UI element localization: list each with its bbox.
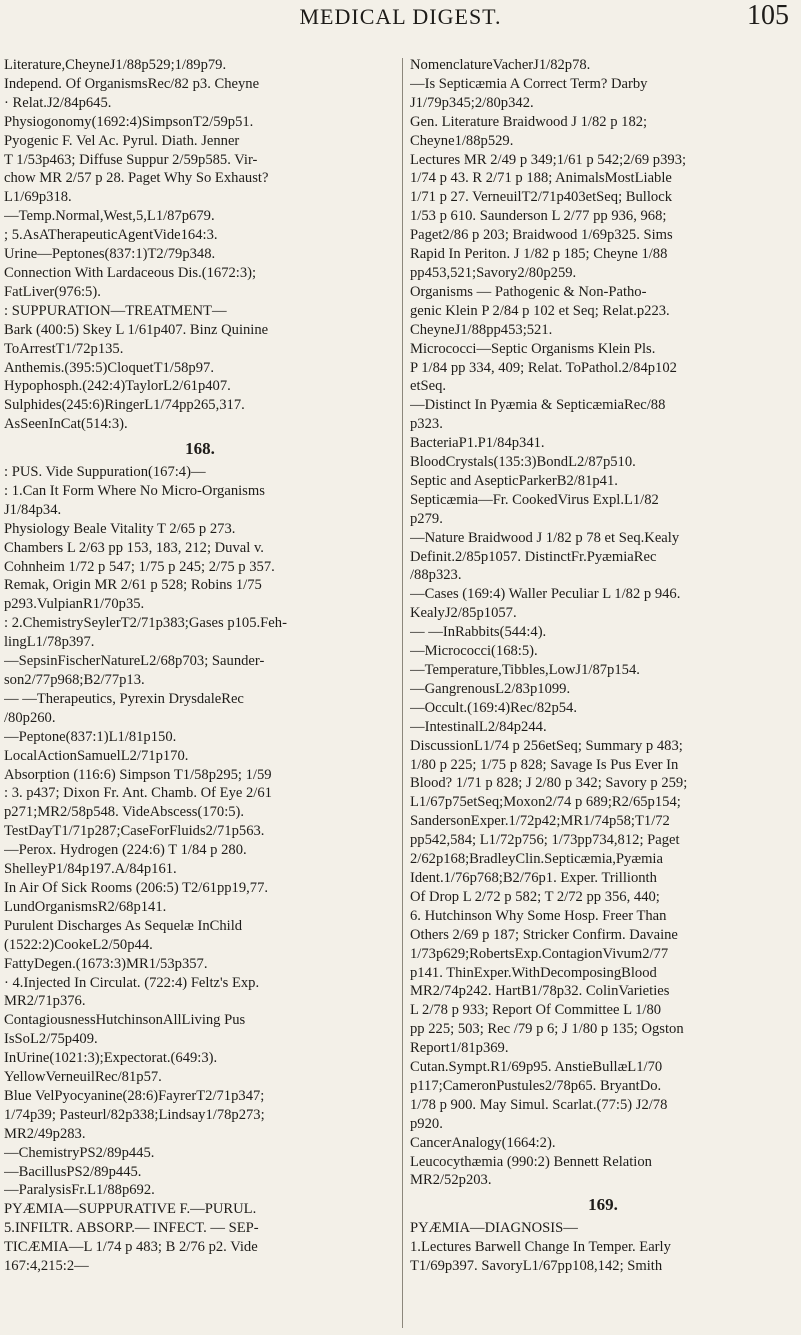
index-entry-line: 1.Lectures Barwell Change In Temper. Early [410, 1239, 671, 1256]
index-entry-line: Blue VelPyocyanine(28:6)FayrerT2/71p347; [4, 1087, 265, 1104]
index-entry-line: MR2/71p376. [4, 993, 86, 1010]
index-entry-line: Blood? 1/71 p 828; J 2/80 p 342; Savory p 259; [410, 775, 688, 792]
section-number: 169. [588, 1195, 618, 1215]
index-entry-line: CheyneJ1/88pp453;521. [410, 321, 553, 338]
index-entry-line: 167:4,215:2— [4, 1258, 89, 1275]
index-entry-line: p323. [410, 416, 443, 433]
index-entry-line: p271;MR2/58p548. VideAbscess(170:5). [4, 804, 245, 821]
index-entry-line: Definit.2/85p1057. DistinctFr.PyæmiaRec [410, 548, 657, 565]
index-entry-line: genic Klein P 2/84 p 102 et Seq; Relat.p223. [410, 302, 670, 319]
index-entry-line: (1522:2)CookeL2/50p44. [4, 936, 153, 953]
index-entry-line: lingL1/78p397. [4, 634, 95, 651]
index-entry-line: L 2/78 p 933; Report Of Committee L 1/80 [410, 1002, 662, 1019]
index-entry-line: YellowVerneuilRec/81p57. [4, 1069, 162, 1086]
index-entry-line: /88p323. [410, 567, 462, 584]
index-entry-line: TestDayT1/71p287;CaseForFluids2/71p563. [4, 823, 265, 840]
index-entry-line: LocalActionSamuelL2/71p170. [4, 747, 189, 764]
index-entry-line: Urine—Peptones(837:1)T2/79p348. [4, 246, 216, 263]
index-entry-line: Literature,CheyneJ1/88p529;1/89p79. [4, 57, 227, 73]
index-entry-line: Sulphides(245:6)RingerL1/74pp265,317. [4, 397, 245, 414]
index-entry-line: BloodCrystals(135:3)BondL2/87p510. [410, 454, 636, 471]
index-entry-line: Ident.1/76p768;B2/76p1. Exper. Trillionth [410, 869, 657, 886]
index-entry-line: etSeq. [410, 378, 447, 395]
index-entry-line: Organisms — Pathogenic & Non-Patho- [410, 283, 647, 300]
index-entry-line: —Micrococci(168:5). [410, 643, 538, 660]
left-column [4, 56, 396, 1276]
index-entry-line: —ParalysisFr.L1/88p692. [4, 1182, 155, 1199]
index-entry-line: p920. [410, 1115, 443, 1132]
index-entry-line: Cutan.Sympt.R1/69p95. AnstieBullæL1/70 [410, 1059, 663, 1076]
index-entry-line: In Air Of Sick Rooms (206:5) T2/61pp19,77. [4, 879, 269, 896]
index-entry-line: T1/69p397. SavoryL1/67pp108,142; Smith [410, 1258, 663, 1275]
index-entry-line: MR2/74p242. HartB1/78p32. ColinVarieties [410, 983, 670, 1000]
index-entry-line: TICÆMIA—L 1/74 p 483; B 2/76 p2. Vide [4, 1239, 258, 1256]
index-entry-line: —ChemistryPS2/89p445. [4, 1144, 155, 1161]
index-entry-line: 1/71 p 27. VerneuilT2/71p403etSeq; Bullock [410, 189, 672, 206]
index-entry-line: BacteriaP1.P1/84p341. [410, 435, 545, 452]
index-entry-line: KealyJ2/85p1057. [410, 605, 517, 622]
index-entry-line: ShelleyP1/84p197.A/84p161. [4, 861, 177, 878]
index-entry-line: : 2.ChemistrySeylerT2/71p383;Gases p105.Feh- [4, 615, 287, 632]
index-entry-line: Report1/81p369. [410, 1040, 509, 1057]
index-entry-line: —Temperature,Tibbles,LowJ1/87p154. [410, 662, 640, 678]
index-entry-line: Absorption (116:6) Simpson T1/58p295; 1/59 [4, 766, 272, 783]
section-number: 168. [185, 439, 215, 459]
index-entry-line: p293.VulpianR1/70p35. [4, 596, 145, 613]
index-entry-line: p279. [410, 510, 443, 527]
index-entry-line: —GangrenousL2/83p1099. [410, 680, 571, 697]
index-entry-line: J1/79p345;2/80p342. [410, 94, 534, 111]
index-entry-line: pp453,521;Savory2/80p259. [410, 264, 577, 281]
index-entry-line: Physiology Beale Vitality T 2/65 p 273. [4, 520, 236, 537]
index-entry-line: Gen. Literature Braidwood J 1/82 p 182; [410, 113, 648, 130]
index-entry-line: Leucocythæmia (990:2) Bennett Relation [410, 1153, 652, 1170]
index-entry-line: PYÆMIA—SUPPURATIVE F.—PURUL. [4, 1201, 257, 1218]
index-entry-line: Independ. Of OrganismsRec/82 p3. Cheyne [4, 75, 260, 92]
index-entry-line: Physiogonomy(1692:4)SimpsonT2/59p51. [4, 113, 254, 130]
index-entry-line: L1/69p318. [4, 189, 72, 206]
index-entry-line: : SUPPURATION—TREATMENT— [4, 302, 227, 319]
index-entry-line: Lectures MR 2/49 p 349;1/61 p 542;2/69 p393; [410, 151, 687, 168]
index-entry-line: Septicæmia—Fr. CookedVirus Expl.L1/82 [410, 491, 659, 508]
index-entry-line: —Temp.Normal,West,5,L1/87p679. [4, 208, 215, 225]
index-entry-line: Micrococci—Septic Organisms Klein Pls. [410, 340, 656, 357]
index-entry-line: : PUS. Vide Suppuration(167:4)— [4, 464, 206, 481]
index-entry-line: MR2/52p203. [410, 1172, 492, 1189]
index-entry-line: pp542,584; L1/72p756; 1/73pp734,812; Paget [410, 832, 680, 849]
index-entry-line: pp 225; 503; Rec /79 p 6; J 1/80 p 135; Ogston [410, 1021, 684, 1038]
index-entry-line: ; 5.AsATherapeuticAgentVide164:3. [4, 227, 218, 244]
index-entry-line: 1/74 p 43. R 2/71 p 188; AnimalsMostLiable [410, 170, 672, 187]
index-entry-line: Others 2/69 p 187; Stricker Confirm. Davaine [410, 926, 678, 943]
index-entry-line: —Cases (169:4) Waller Peculiar L 1/82 p 946. [410, 586, 681, 603]
index-entry-line: —Occult.(169:4)Rec/82p54. [410, 699, 577, 716]
index-entry-line: : 1.Can It Form Where No Micro-Organisms [4, 482, 265, 499]
index-entry-line: —SepsinFischerNatureL2/68p703; Saunder- [4, 653, 265, 670]
index-entry-line: 6. Hutchinson Why Some Hosp. Freer Than [410, 907, 667, 924]
index-entry-line: Anthemis.(395:5)CloquetT1/58p97. [4, 359, 214, 376]
index-entry-line: — —Therapeutics, Pyrexin DrysdaleRec [4, 690, 244, 707]
index-entry-line: 5.INFILTR. ABSORP.— INFECT. — SEP- [4, 1220, 259, 1237]
index-entry-line: NomenclatureVacherJ1/82p78. [410, 57, 591, 73]
index-entry-line: AsSeenInCat(514:3). [4, 416, 128, 433]
index-entry-line: —Nature Braidwood J 1/82 p 78 et Seq.Kealy [410, 529, 680, 546]
index-entry-line: SandersonExper.1/72p42;MR1/74p58;T1/72 [410, 813, 670, 830]
index-entry-line: Cohnheim 1/72 p 547; 1/75 p 245; 2/75 p 357. [4, 558, 275, 575]
index-entry-line: Connection With Lardaceous Dis.(1672:3); [4, 264, 257, 281]
index-entry-line: P 1/84 pp 334, 409; Relat. ToPathol.2/84p102 [410, 359, 677, 376]
index-entry-line: ContagiousnessHutchinsonAllLiving Pus [4, 1012, 246, 1029]
index-entry-line: CancerAnalogy(1664:2). [410, 1134, 556, 1151]
index-entry-line: FattyDegen.(1673:3)MR1/53p357. [4, 955, 208, 972]
index-entry-line: InUrine(1021:3);Expectorat.(649:3). [4, 1050, 218, 1067]
index-entry-line: Purulent Discharges As Sequelæ InChild [4, 917, 243, 934]
index-entry-line: IsSoL2/75p409. [4, 1031, 98, 1048]
column-divider [402, 58, 403, 1328]
index-entry-line: son2/77p968;B2/77p13. [4, 672, 145, 688]
index-entry-line: —IntestinalL2/84p244. [410, 718, 547, 735]
right-column [410, 56, 796, 1276]
running-title: MEDICAL DIGEST. [299, 4, 502, 29]
index-entry-line: chow MR 2/57 p 28. Paget Why So Exhaust? [4, 170, 269, 187]
index-entry-line: MR2/49p283. [4, 1125, 86, 1142]
index-entry-line: —Perox. Hydrogen (224:6) T 1/84 p 280. [4, 842, 247, 859]
index-entry-line: Remak, Origin MR 2/61 p 528; Robins 1/75 [4, 577, 262, 594]
page-number: 105 [747, 0, 789, 31]
index-entry-line: 1/80 p 225; 1/75 p 828; Savage Is Pus Ever In [410, 756, 679, 773]
index-entry-line: J1/84p34. [4, 501, 62, 518]
index-entry-line: Rapid In Periton. J 1/82 p 185; Cheyne 1/88 [410, 246, 668, 263]
index-entry-line: L1/67p75etSeq;Moxon2/74 p 689;R2/65p154; [410, 794, 681, 811]
index-entry-line: Bark (400:5) Skey L 1/61p407. Binz Quinine [4, 321, 269, 338]
index-entry-line: Hypophosph.(242:4)TaylorL2/61p407. [4, 378, 231, 395]
index-entry-line: —BacillusPS2/89p445. [4, 1163, 142, 1180]
index-entry-line: —Distinct In Pyæmia & SepticæmiaRec/88 [410, 397, 666, 414]
index-entry-line: /80p260. [4, 709, 56, 726]
index-entry-line: DiscussionL1/74 p 256etSeq; Summary p 483; [410, 737, 683, 754]
index-entry-line: — —InRabbits(544:4). [410, 624, 547, 641]
index-entry-line: p141. ThinExper.WithDecomposingBlood [410, 964, 657, 981]
index-entry-line: 1/73p629;RobertsExp.ContagionVivum2/77 [410, 945, 669, 962]
index-entry-line: T 1/53p463; Diffuse Suppur 2/59p585. Vir- [4, 151, 258, 168]
index-entry-line: LundOrganismsR2/68p141. [4, 898, 167, 915]
index-entry-line: Septic and AsepticParkerB2/81p41. [410, 472, 618, 489]
index-entry-line: · Relat.J2/84p645. [4, 94, 112, 111]
index-entry-line: Cheyne1/88p529. [410, 132, 514, 149]
index-entry-line: Of Drop L 2/72 p 582; T 2/72 pp 356, 440; [410, 888, 660, 905]
index-entry-line: FatLiver(976:5). [4, 283, 101, 300]
index-entry-line: 1/78 p 900. May Simul. Scarlat.(77:5) J2/78 [410, 1096, 668, 1113]
index-entry-line: Paget2/86 p 203; Braidwood 1/69p325. Sims [410, 227, 673, 244]
index-entry-line: Chambers L 2/63 pp 153, 183, 212; Duval v. [4, 539, 264, 556]
index-entry-line: · 4.Injected In Circulat. (722:4) Feltz's Exp. [4, 974, 260, 991]
index-entry-line: 1/74p39; Pasteurl/82p338;Lindsay1/78p273; [4, 1106, 265, 1123]
index-entry-line: —Is Septicæmia A Correct Term? Darby [410, 75, 648, 92]
index-entry-line: PYÆMIA—DIAGNOSIS— [410, 1220, 578, 1237]
index-entry-line: 2/62p168;BradleyClin.Septicæmia,Pyæmia [410, 851, 663, 868]
page-header [0, 0, 801, 40]
index-entry-line: p117;CameronPustules2/78p65. BryantDo. [410, 1077, 662, 1094]
index-entry-line: 1/53 p 610. Saunderson L 2/77 pp 936, 968; [410, 208, 667, 225]
index-entry-line: : 3. p437; Dixon Fr. Ant. Chamb. Of Eye 2/61 [4, 785, 272, 802]
index-entry-line: ToArrestT1/72p135. [4, 340, 124, 357]
index-entry-line: Pyogenic F. Vel Ac. Pyrul. Diath. Jenner [4, 132, 240, 149]
index-entry-line: —Peptone(837:1)L1/81p150. [4, 728, 177, 745]
